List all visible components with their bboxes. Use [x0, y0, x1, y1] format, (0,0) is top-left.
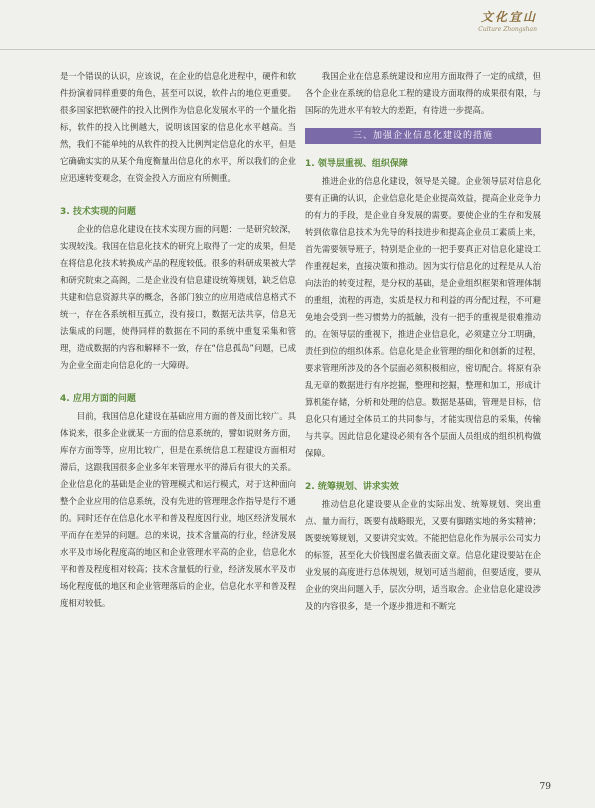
left-column — [60, 68, 296, 612]
logo-chinese-text: 文化宜山 — [480, 10, 537, 24]
page-number: 79 — [539, 782, 551, 792]
spacer — [305, 462, 541, 479]
section-heading: 4. 应用方面的问题 — [60, 394, 136, 404]
spacer — [60, 187, 296, 204]
section-heading: 3. 技术实现的问题 — [60, 207, 136, 217]
header-divider — [0, 49, 595, 50]
paragraph: 推进企业的信息化建设，领导是关键。企业领导层对信息化要有正确的认识，企业信息化是企业提高效益，提高企业竞争力的有力的手段，是企业自身发展的需要。要使企业的生存和发展转到依靠信息技术为先导的科技进步和提高企业员工素质上来，首先需要领导班子，特别是企业的一把手要真正对信息化建设工作重视起来，直接决策和推动。因为实行信息化的过程是从人治向法治的转变过程，是分权的基础，是企业组织框架和管理体制的重组，流程的再造，实质是权力和利益的再分配过程，不可避免地会受到一些习惯势力的抵触，没有一把手的重视是很难推动的。在领导层的重视下，推进企业信息化，必须建立分工明确，责任到位的组织体系。信息化是企业管理的细化和创新的过程，要求管理所涉及的各个层面必须积极相应，密切配合。将原有杂乱无章的数据进行有序挖掘，整理和挖掘，整理和加工，形成计算机能存储，分析和处理的信息。数据是基础，管理是目标，信息化只有通过全体员工的共同参与，才能实现信息的采集，传输与共享。因此信息化建设必须有各个层面人员组成的组织机构做保障。 — [305, 176, 541, 458]
magazine-logo — [478, 8, 537, 33]
logo-english-text: Culture Zhongshan — [478, 26, 537, 33]
paragraph: 企业的信息化建设在技术实现方面的问题：一是研究较深，实现较浅。我国在信息化技术的研究上取得了一定的成果，但是在将信息化技术转换成产品的程度较低。很多的科研成果被大学和研究院束之高阁，二是企业没有信息建设统筹规划，缺乏信息共建和信息资源共享的概念，各部门独立的应用造成信息格式不统一，存在各系统相互孤立，没有接口，数据无法共享，信息无法集成的问题，使得同样的数据在不同的系统中重复采集和管理，造成数据的内容和解释不一致，存在“信息孤岛”问题，已成为企业全面走向信息化的一大障碍。 — [60, 224, 296, 370]
page-header — [0, 0, 595, 50]
section-heading: 2. 统筹规划、讲求实效 — [305, 482, 399, 492]
chapter-banner: 三、加强企业信息化建设的措施 — [305, 128, 541, 144]
paragraph: 我国企业在信息系统建设和应用方面取得了一定的成绩，但各个企业在系统的信息化工程的建设方面取得的成果很有限，与国际的先进水平有较大的差距，有待进一步提高。 — [305, 71, 541, 115]
section-heading: 1. 领导层重视、组织保障 — [305, 159, 408, 169]
paragraph: 目前，我国信息化建设在基础应用方面的普及面比较广。具体说来，很多企业就某一方面的信息系统的，譬如说财务方面，库存方面等等，应用比较广，但是在系统信息工程建设方面相对滞后，这跟我国很多企业多年来管理水平的滞后有很大的关系。企业信息化的基础是企业的管理模式和运行模式，对于这种面向整个企业应用的信息系统，没有先进的管理理念作指导是行不通的。同时还存在信息化水平和普及程度因行业，地区经济发展水平而存在差异的问题。总的来说，技术含量高的行业，经济发展水平及市场化程度高的地区和企业管理水平高的企业，信息化水平和普及程度相对较高；技术含量低的行业，经济发展水平及市场化程度低的地区和企业管理落后的企业，信息化水平和普及程度相对较低。 — [60, 411, 296, 608]
paragraph: 是一个错误的认识，应该说，在企业的信息化进程中，硬件和软件扮演着同样重要的角色，甚至可以说，软件占的地位更重要。很多国家把软硬件的投入比例作为信息化发展水平的一个量化指标，软件的投入比例越大，说明该国家的信息化水平越高。当然，我们不能单纯的从软件的投入比例判定信息化的水平，但是它确确实实的从某个角度衡量出信息化的水平，所以我们的企业应迅速转变观念，在资金投入方面应有所侧重。 — [60, 71, 296, 183]
right-column — [305, 68, 541, 615]
spacer — [60, 374, 296, 391]
paragraph: 推动信息化建设要从企业的实际出发、统筹规划、突出重点、量力而行，既要有战略眼光，又要有脚踏实地的务实精神；既要统筹规划，又要讲究实效。不能把信息化作为展示公司实力的标签，甚至化大价钱图虚名做表面文章。信息化建设要站在企业发展的高度进行总体规划，规划可适当超前，但要适度，要从企业的突出问题入手，层次分明，适当取舍。企业信息化建设涉及的内容很多，是一个逐步推进和不断完 — [305, 499, 541, 611]
